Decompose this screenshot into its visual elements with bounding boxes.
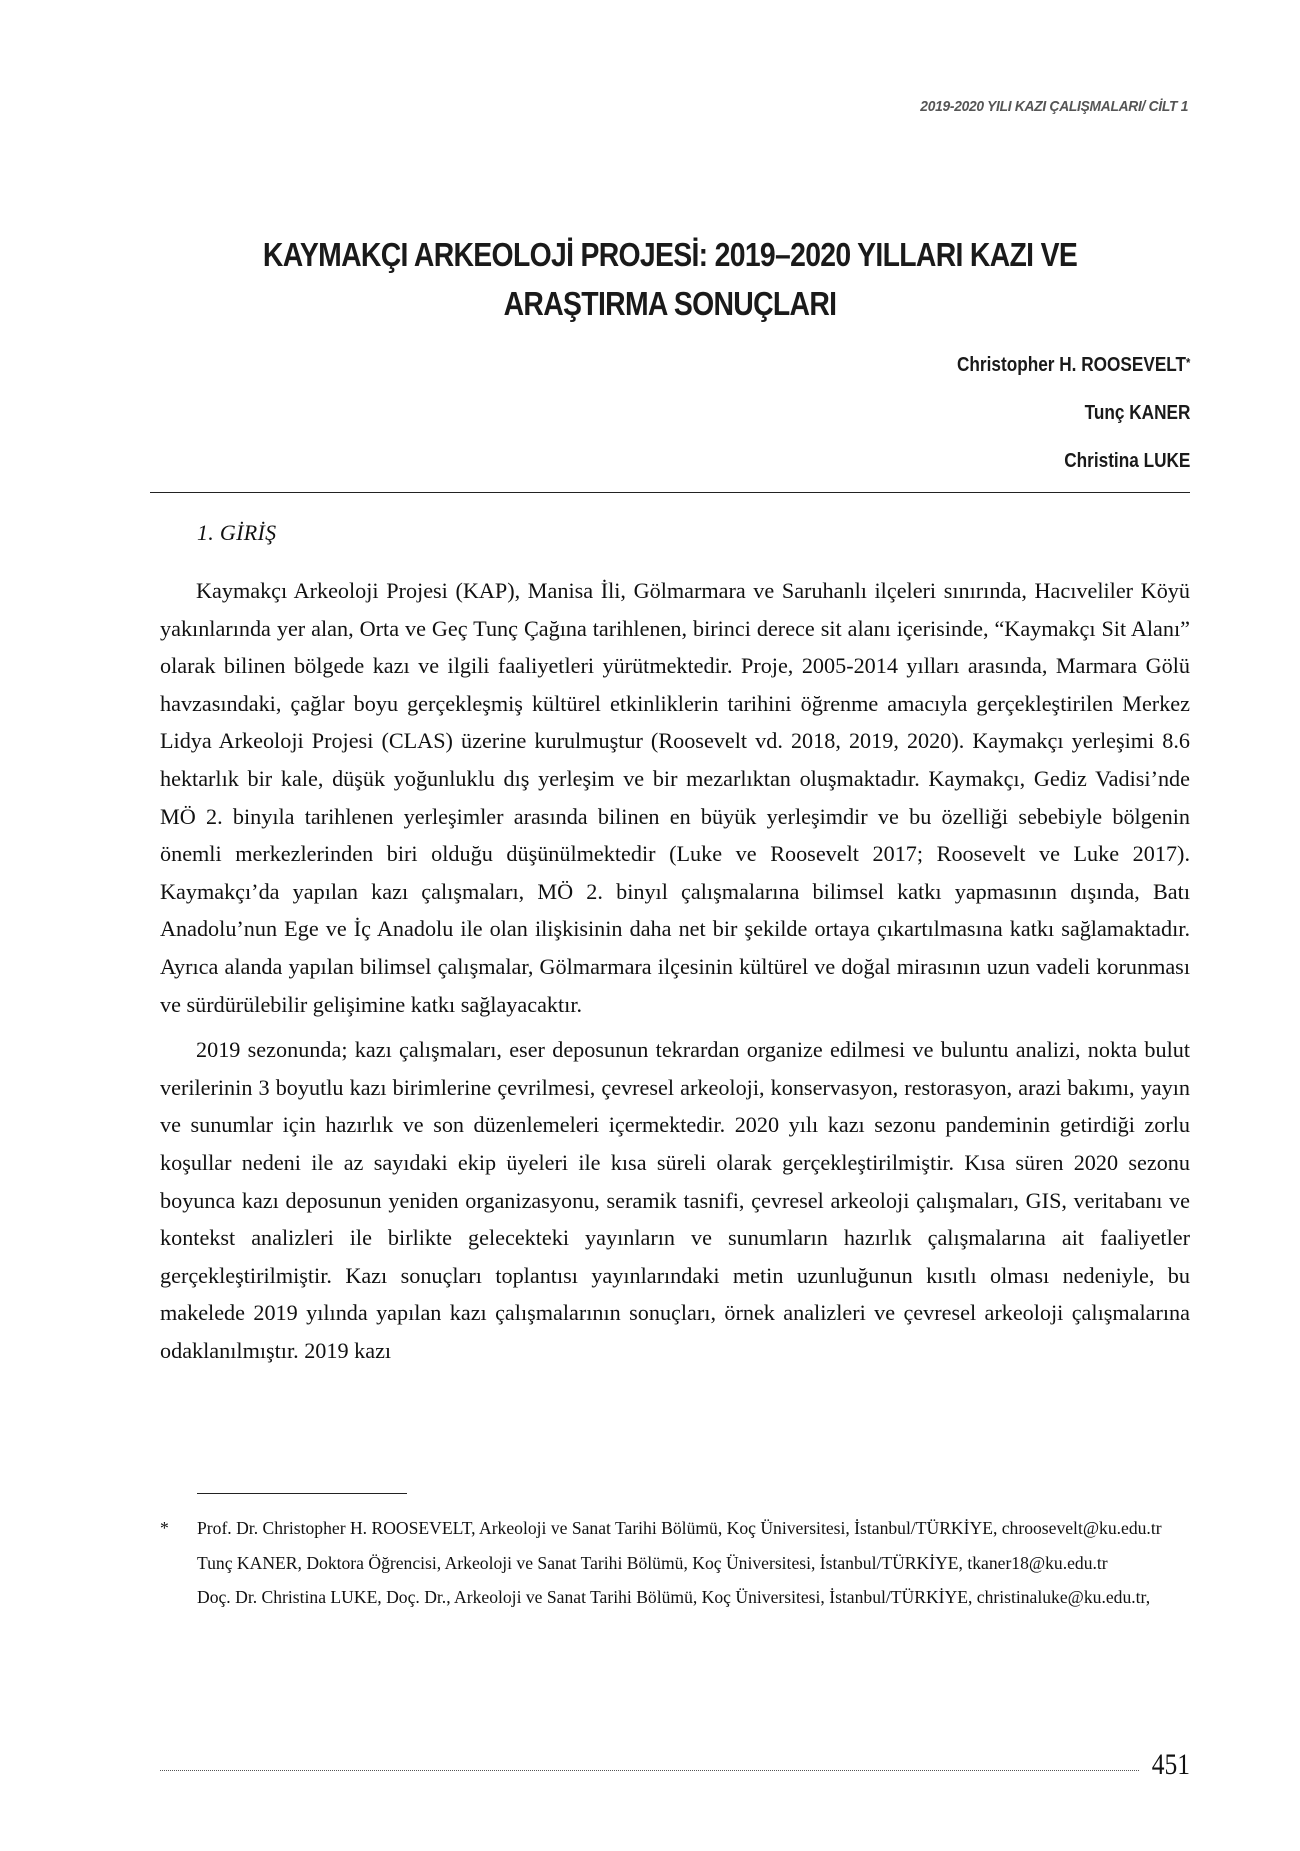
- footnote-item: [160, 1549, 1190, 1578]
- footnote-divider: [197, 1493, 407, 1494]
- footnote-text: Doç. Dr. Christina LUKE, Doç. Dr., Arkeoloji ve Sanat Tarihi Bölümü, Koç Üniversitesi, İstanbul/TÜRKİYE, christinaluke@ku.edu.tr,: [197, 1587, 1151, 1607]
- footnote-item: [160, 1583, 1190, 1612]
- author-1: [957, 352, 1190, 400]
- footnotes: [160, 1514, 1190, 1618]
- running-header: 2019-2020 YILI KAZI ÇALIŞMALARI/ CİLT 1: [920, 98, 1188, 115]
- footer-dotted-rule: [160, 1770, 1139, 1771]
- article-title: [150, 230, 1190, 328]
- page-number: 451: [1151, 1748, 1190, 1781]
- author-name: Christopher H. ROOSEVELT: [956, 354, 1186, 376]
- footnote-item: [160, 1514, 1190, 1543]
- title-line-2: ARAŞTIRMA SONUÇLARI: [503, 285, 837, 322]
- author-list: [919, 352, 1190, 496]
- header-divider: [150, 492, 1190, 493]
- author-2: [957, 400, 1190, 448]
- author-name: Tunç KANER: [1084, 402, 1190, 424]
- paragraph: Kaymakçı Arkeoloji Projesi (KAP), Manisa İli, Gölmarmara ve Saruhanlı ilçeleri sınırında, Hacıveliler Köyü yakınlarında yer alan, Orta ve Geç Tunç Çağına tarihlenen, birinci derece sit alanı içerisinde, “Kaymakçı Sit Alanı” olarak bilinen bölgede kazı ve ilgili faaliyetleri yürütmektedir. Proje, 2005-2014 yılları arasında, Marmara Gölü havzasındaki, çağlar boyu gerçekleşmiş kültürel etkinliklerin tarihini öğrenme amacıyla gerçekleştirilen Merkez Lidya Arkeoloji Projesi (CLAS) üzerine kurulmuştur (Roosevelt vd. 2018, 2019, 2020). Kaymakçı yerleşimi 8.6 hektarlık bir kale, düşük yoğunluklu dış yerleşim ve bir mezarlıktan oluşmaktadır. Kaymakçı, Gediz Vadisi’nde MÖ 2. binyıla tarihlenen yerleşimler arasında bilinen en büyük yerleşimdir ve bu özelliği sebebiyle bölgenin önemli merkezlerinden biri olduğu düşünülmektedir (Luke ve Roosevelt 2017; Roosevelt ve Luke 2017). Kaymakçı’da yapılan kazı çalışmaları, MÖ 2. binyıl çalışmalarına bilimsel katkı yapmasının dışında, Batı Anadolu’nun Ege ve İç Anadolu ile olan ilişkisinin daha net bir şekilde ortaya çıkartılmasına katkı sağlamaktadır. Ayrıca alanda yapılan bilimsel çalışmalar, Gölmarmara ilçesinin kültürel ve doğal mirasının uzun vadeli korunması ve sürdürülebilir gelişimine katkı sağlayacaktır.: [160, 578, 1190, 1017]
- author-3: [957, 448, 1190, 496]
- section-heading: 1. GİRİŞ: [197, 520, 277, 545]
- title-line-1: KAYMAKÇI ARKEOLOJİ PROJESİ: 2019–2020 YILLARI KAZI VE: [262, 236, 1078, 273]
- paragraph: 2019 sezonunda; kazı çalışmaları, eser deposunun tekrardan organize edilmesi ve buluntu analizi, nokta bulut verilerinin 3 boyutlu kazı birimlerine çevrilmesi, çevresel arkeoloji, konservasyon, restorasyon, arazi bakımı, yayın ve sunumlar için hazırlık ve son düzenlemeleri içermektedir. 2020 yılı kazı sezonu pandeminin getirdiği zorlu koşullar nedeni ile az sayıdaki ekip üyeleri ile kısa süreli olarak gerçekleştirilmiştir. Kısa süren 2020 sezonu boyunca kazı deposunun yeniden organizasyonu, seramik tasnifi, çevresel arkeoloji çalışmaları, GIS, veritabanı ve kontekst analizleri ile birlikte gelecekteki yayınların ve sunumların hazırlık çalışmalarına ait faaliyetler gerçekleştirilmiştir. Kazı sonuçları toplantısı yayınlarındaki metin uzunluğunun kısıtlı olması nedeniyle, bu makelede 2019 yılında yapılan kazı çalışmalarının sonuçları, örnek analizleri ve çevresel arkeoloji çalışmalarına odaklanılmıştır. 2019 kazı: [160, 1037, 1190, 1363]
- page-footer: [160, 1740, 1190, 1780]
- footnote-marker[interactable]: *: [1185, 355, 1190, 370]
- body-text: [160, 572, 1190, 1369]
- footnote-marker: *: [160, 1518, 169, 1538]
- footnote-text: Tunç KANER, Doktora Öğrencisi, Arkeoloji ve Sanat Tarihi Bölümü, Koç Üniversitesi, İstanbul/TÜRKİYE, tkaner18@ku.edu.tr: [197, 1552, 1108, 1573]
- author-name: Christina LUKE: [1063, 450, 1190, 472]
- footnote-text: Prof. Dr. Christopher H. ROOSEVELT, Arkeoloji ve Sanat Tarihi Bölümü, Koç Üniversitesi, İstanbul/TÜRKİYE, chroosevelt@ku.edu.tr: [197, 1518, 1162, 1538]
